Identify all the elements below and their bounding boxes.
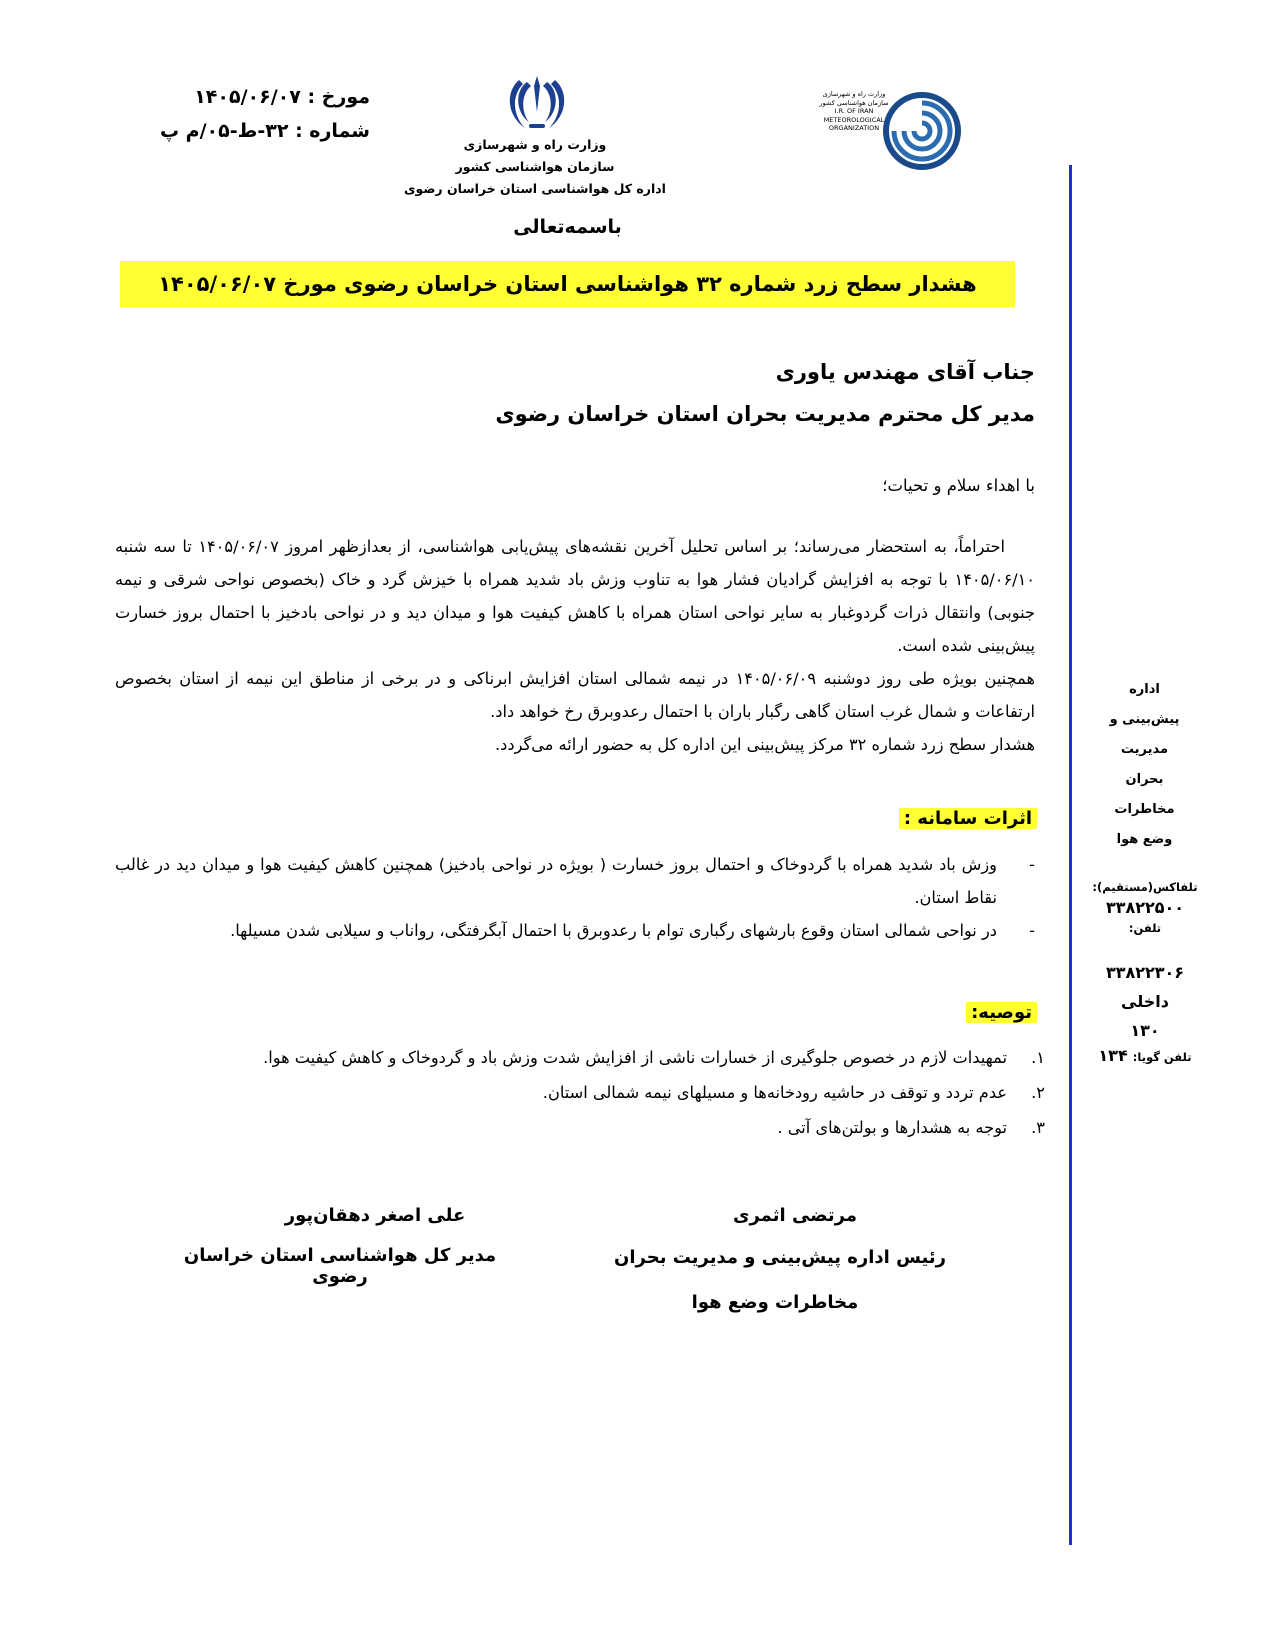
ministry-name: وزارت راه و شهرسازی [463, 137, 607, 152]
signatory-right-title: مخاطرات وضع هوا [691, 1292, 859, 1313]
met-logo-text [815, 90, 893, 133]
advice-text: عدم تردد و توقف در حاشیه رودخانه‌ها و مسیلهای نیمه شمالی استان. [542, 1083, 1007, 1102]
number-line [140, 114, 370, 148]
iran-emblem-icon [505, 72, 569, 134]
phone-value: ۳۳۸۲۲۳۰۶ [1105, 963, 1185, 982]
body-paragraph: همچنین بویژه طی روز دوشنبه ۱۴۰۵/۰۶/۰۹ در نیمه شمالی استان افزایش ابرناکی و در برخی از مناطق این نیمه از استان بخصوص ارتفاعات و شمال غرب استان گاهی رگبار باران با احتمال رعدوبرق رخ خواهد داد. [115, 669, 1035, 721]
voice-line [1090, 1046, 1200, 1065]
sidebar-department [1092, 675, 1197, 855]
date-value: ۱۴۰۵/۰۶/۰۷ [194, 86, 301, 108]
fax-label: تلفاکس(مستقیم): [1092, 880, 1198, 894]
sidebar-dept-line: بحران [1125, 772, 1164, 787]
met-logo-line: I.R. OF IRAN [834, 107, 874, 115]
voice-value: ۱۳۴ [1098, 1046, 1128, 1065]
list-item [115, 1075, 1045, 1110]
dash-bullet-icon: - [1029, 921, 1035, 940]
voice-label: تلفن گویا: [1132, 1050, 1192, 1064]
recipient-name: جناب آقای مهندس یاوری [775, 360, 1035, 384]
effects-heading-wrap [600, 808, 1037, 829]
date-label: مورخ : [307, 86, 370, 108]
department-name: اداره کل هواشناسی استان خراسان رضوی [404, 181, 666, 196]
ministry-header [390, 134, 680, 200]
sidebar-dept-line: وضع هوا [1116, 832, 1173, 847]
item-number: ۲. [1031, 1083, 1045, 1102]
list-item [115, 1040, 1045, 1075]
letter-body [115, 530, 1035, 761]
signatory-right-title: رئیس اداره پیش‌بینی و مدیریت بحران [614, 1247, 946, 1268]
met-logo-line: ORGANIZATION [828, 124, 880, 132]
extension-label: داخلی [1121, 992, 1169, 1011]
item-number: ۳. [1031, 1118, 1045, 1137]
effect-text: وزش باد شدید همراه با گردوخاک و احتمال بروز خسارت ( بویژه در نواحی بادخیز) همچنین کاهش کیفیت هوا و میدان دید در غالب نقاط استان. [115, 855, 997, 907]
effect-text: در نواحی شمالی استان وقوع بارشهای رگباری توام با رعدوبرق با احتمال آبگرفتگی، رواناب و سیلابی شدن مسیلها. [230, 921, 997, 940]
list-item [115, 1110, 1045, 1145]
advice-list [115, 1040, 1045, 1145]
met-logo-line: METEOROLOGICAL [823, 115, 885, 124]
date-line [140, 80, 370, 114]
number-label: شماره : [295, 120, 370, 142]
met-logo-line: وزارت راه و شهرسازی [822, 90, 886, 98]
recipient-title: مدیر کل محترم مدیریت بحران استان خراسان رضوی [495, 402, 1035, 426]
banner-title: هشدار سطح زرد شماره ۳۲ هواشناسی استان خراسان رضوی مورخ ۱۴۰۵/۰۶/۰۷ [158, 272, 977, 296]
signatory-left-title: مدیر کل هواشناسی استان خراسان رضوی [183, 1245, 497, 1287]
sidebar-contact [1090, 880, 1200, 1065]
list-item [115, 914, 1035, 947]
body-paragraph: هشدار سطح زرد شماره ۳۲ مرکز پیش‌بینی این اداره کل به حضور ارائه می‌گردد. [495, 735, 1035, 754]
sidebar-dept-line: مدیریت [1120, 742, 1169, 757]
sidebar-dept-line: پیش‌بینی و [1109, 712, 1180, 727]
advice-heading-wrap [600, 1002, 1037, 1023]
item-number: ۱. [1031, 1048, 1045, 1067]
met-logo-line: سازمان هواشناسی کشور [819, 98, 889, 107]
fax-value: ۳۳۸۲۲۵۰۰ [1105, 898, 1185, 917]
phone-label: تلفن: [1128, 921, 1162, 935]
signatory-right-name: مرتضی اثمری [732, 1205, 857, 1226]
effects-heading: اثرات سامانه : [899, 808, 1037, 829]
margin-rule-line [1069, 165, 1072, 1545]
organization-name: سازمان هواشناسی کشور [455, 159, 615, 174]
basmala: باسمه‌تعالی [513, 216, 622, 238]
sidebar-dept-line: اداره [1129, 682, 1160, 697]
extension-value: ۱۳۰ [1130, 1021, 1160, 1040]
effects-list [115, 848, 1035, 947]
warning-banner [120, 261, 1015, 307]
advice-text: توجه به هشدارها و بولتن‌های آتی . [777, 1118, 1007, 1137]
dash-bullet-icon: - [1029, 855, 1035, 874]
number-value: ۳۲-ط-۰۵/م پ [159, 120, 289, 142]
advice-heading: توصیه: [966, 1002, 1037, 1023]
letter-meta [140, 80, 370, 148]
body-paragraph: احتراماً، به استحضار می‌رساند؛ بر اساس تحلیل آخرین نقشه‌های پیش‌یابی هواشناسی، از بعدازظهر امروز ۱۴۰۵/۰۶/۰۷ تا سه شنبه ۱۴۰۵/۰۶/۱۰ با توجه به افزایش گرادیان فشار هوا به تناوب وزش باد شدید همراه با خیزش گرد و خاک (بخصوص نواحی شرقی و نیمه جنوبی) وانتقال ذرات گردوغبار به سایر نواحی استان همراه با کاهش کیفیت هوا و میدان دید و در نواحی بادخیز با احتمال بروز خسارت پیش‌بینی شده است. [115, 537, 1035, 655]
advice-text: تمهیدات لازم در خصوص جلوگیری از خسارات ناشی از افزایش شدت وزش باد و گردوخاک و کاهش کیفیت هوا. [263, 1048, 1007, 1067]
signatory-left-name: علی اصغر دهقان‌پور [284, 1205, 466, 1226]
greeting: با اهداء سلام و تحیات؛ [882, 476, 1035, 495]
list-item [115, 848, 1035, 914]
sidebar-dept-line: مخاطرات [1114, 802, 1175, 817]
